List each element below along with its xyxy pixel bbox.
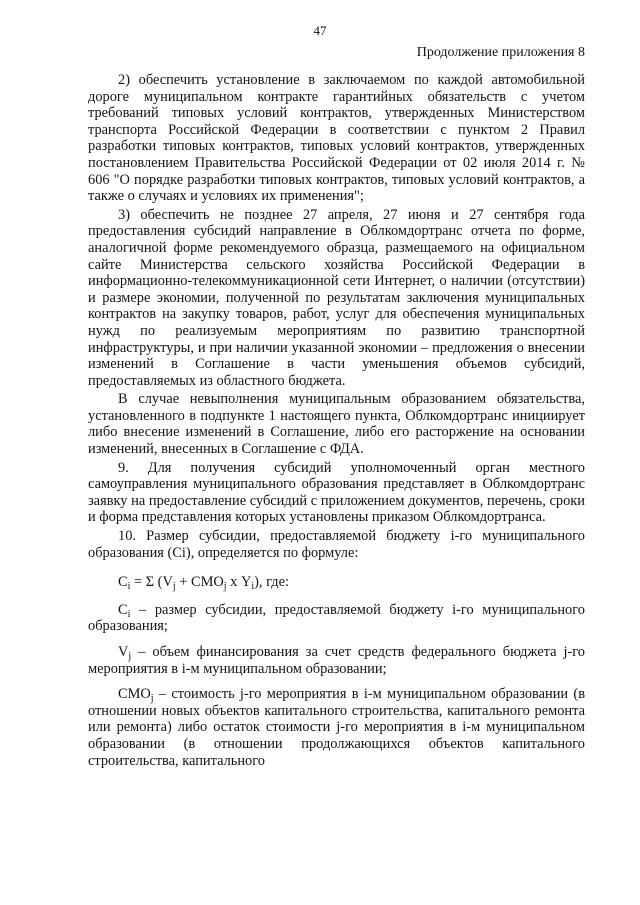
page-number: 47 [313, 23, 327, 38]
definition-cmoj: $СМО_j$ – стоимость j-го мероприятия в i-м муниципальном образовании (в отношении новых объектов капитального строительства, капитального ремонта или ремонта) либо остаток стоимости j-го мероприятия в i-м муниципальном образовании (в отношении продолжающихся объектов капитального строительства, капитального [88, 686, 585, 769]
paragraph-9: 9. Для получения субсидий уполномоченный орган местного самоуправления муниципального образования представляет в Облкомдортранс заявку на предоставление субсидий с приложением документов, перечень, сроки и форма представления которых установлены приказом Облкомдортранса. [88, 459, 585, 526]
document-body [88, 72, 585, 771]
paragraph-10: 10. Размер субсидии, предоставляемой бюджету i-го муниципального образования (Ci), определяется по формуле: [88, 528, 585, 561]
appendix-continuation-label: Продолжение приложения 8 [416, 45, 585, 60]
subsidy-formula: $C_i = \Sigma$ ($V_j + СМО_j$ х $Y_i$), где: [118, 574, 290, 593]
paragraph-failure-clause: В случае невыполнения муниципальным образованием обязательства, установленного в подпункте 1 настоящего пункта, Облкомдортранс инициирует либо внесение изменений в Соглашение, либо его расторжение на основании изменений, внесенных в Соглашение с ФДА. [88, 391, 585, 458]
definition-vj: $V_j$ – объем финансирования за счет средств федерального бюджета j-го мероприятия в i-м муниципальном образовании; [88, 644, 585, 677]
paragraph-item-3: 3) обеспечить не позднее 27 апреля, 27 июня и 27 сентября года предоставления субсидий направление в Облкомдортранс отчета по форме, аналогичной форме рекомендуемого образца, размещаемого на официальном сайте Министерства сельского хозяйства Российской Федерации в информационно-телекоммуникационной сети Интернет, о наличии (отсутствии) и размере экономии, полученной по результатам заключения муниципальных контрактов на закупку товаров, работ, услуг для обеспечения муниципальных нужд по реализуемым мероприятиям по развитию транспортной инфраструктуры, и при наличии указанной экономии – предложения о внесении изменений в Соглашение в части уменьшения объемов субсидий, предоставляемых из областного бюджета. [88, 206, 585, 389]
paragraph-item-2: 2) обеспечить установление в заключаемом по каждой автомобильной дороге муниципальном контракте гарантийных обязательств с учетом требований типовых условий контрактов, утвержденных Министерством транспорта Российской Федерации в соответствии с пунктом 2 Правил разработки типовых контрактов, типовых условий контрактов, утвержденных постановлением Правительства Российской Федерации от 02 июля 2014 г. № 606 "О порядке разработки типовых контрактов, типовых условий контрактов, а также о случаях и условиях их применения"; [88, 72, 585, 205]
definition-ci: $C_i$ – размер субсидии, предоставляемой бюджету i-го муниципального образования; [88, 601, 585, 635]
